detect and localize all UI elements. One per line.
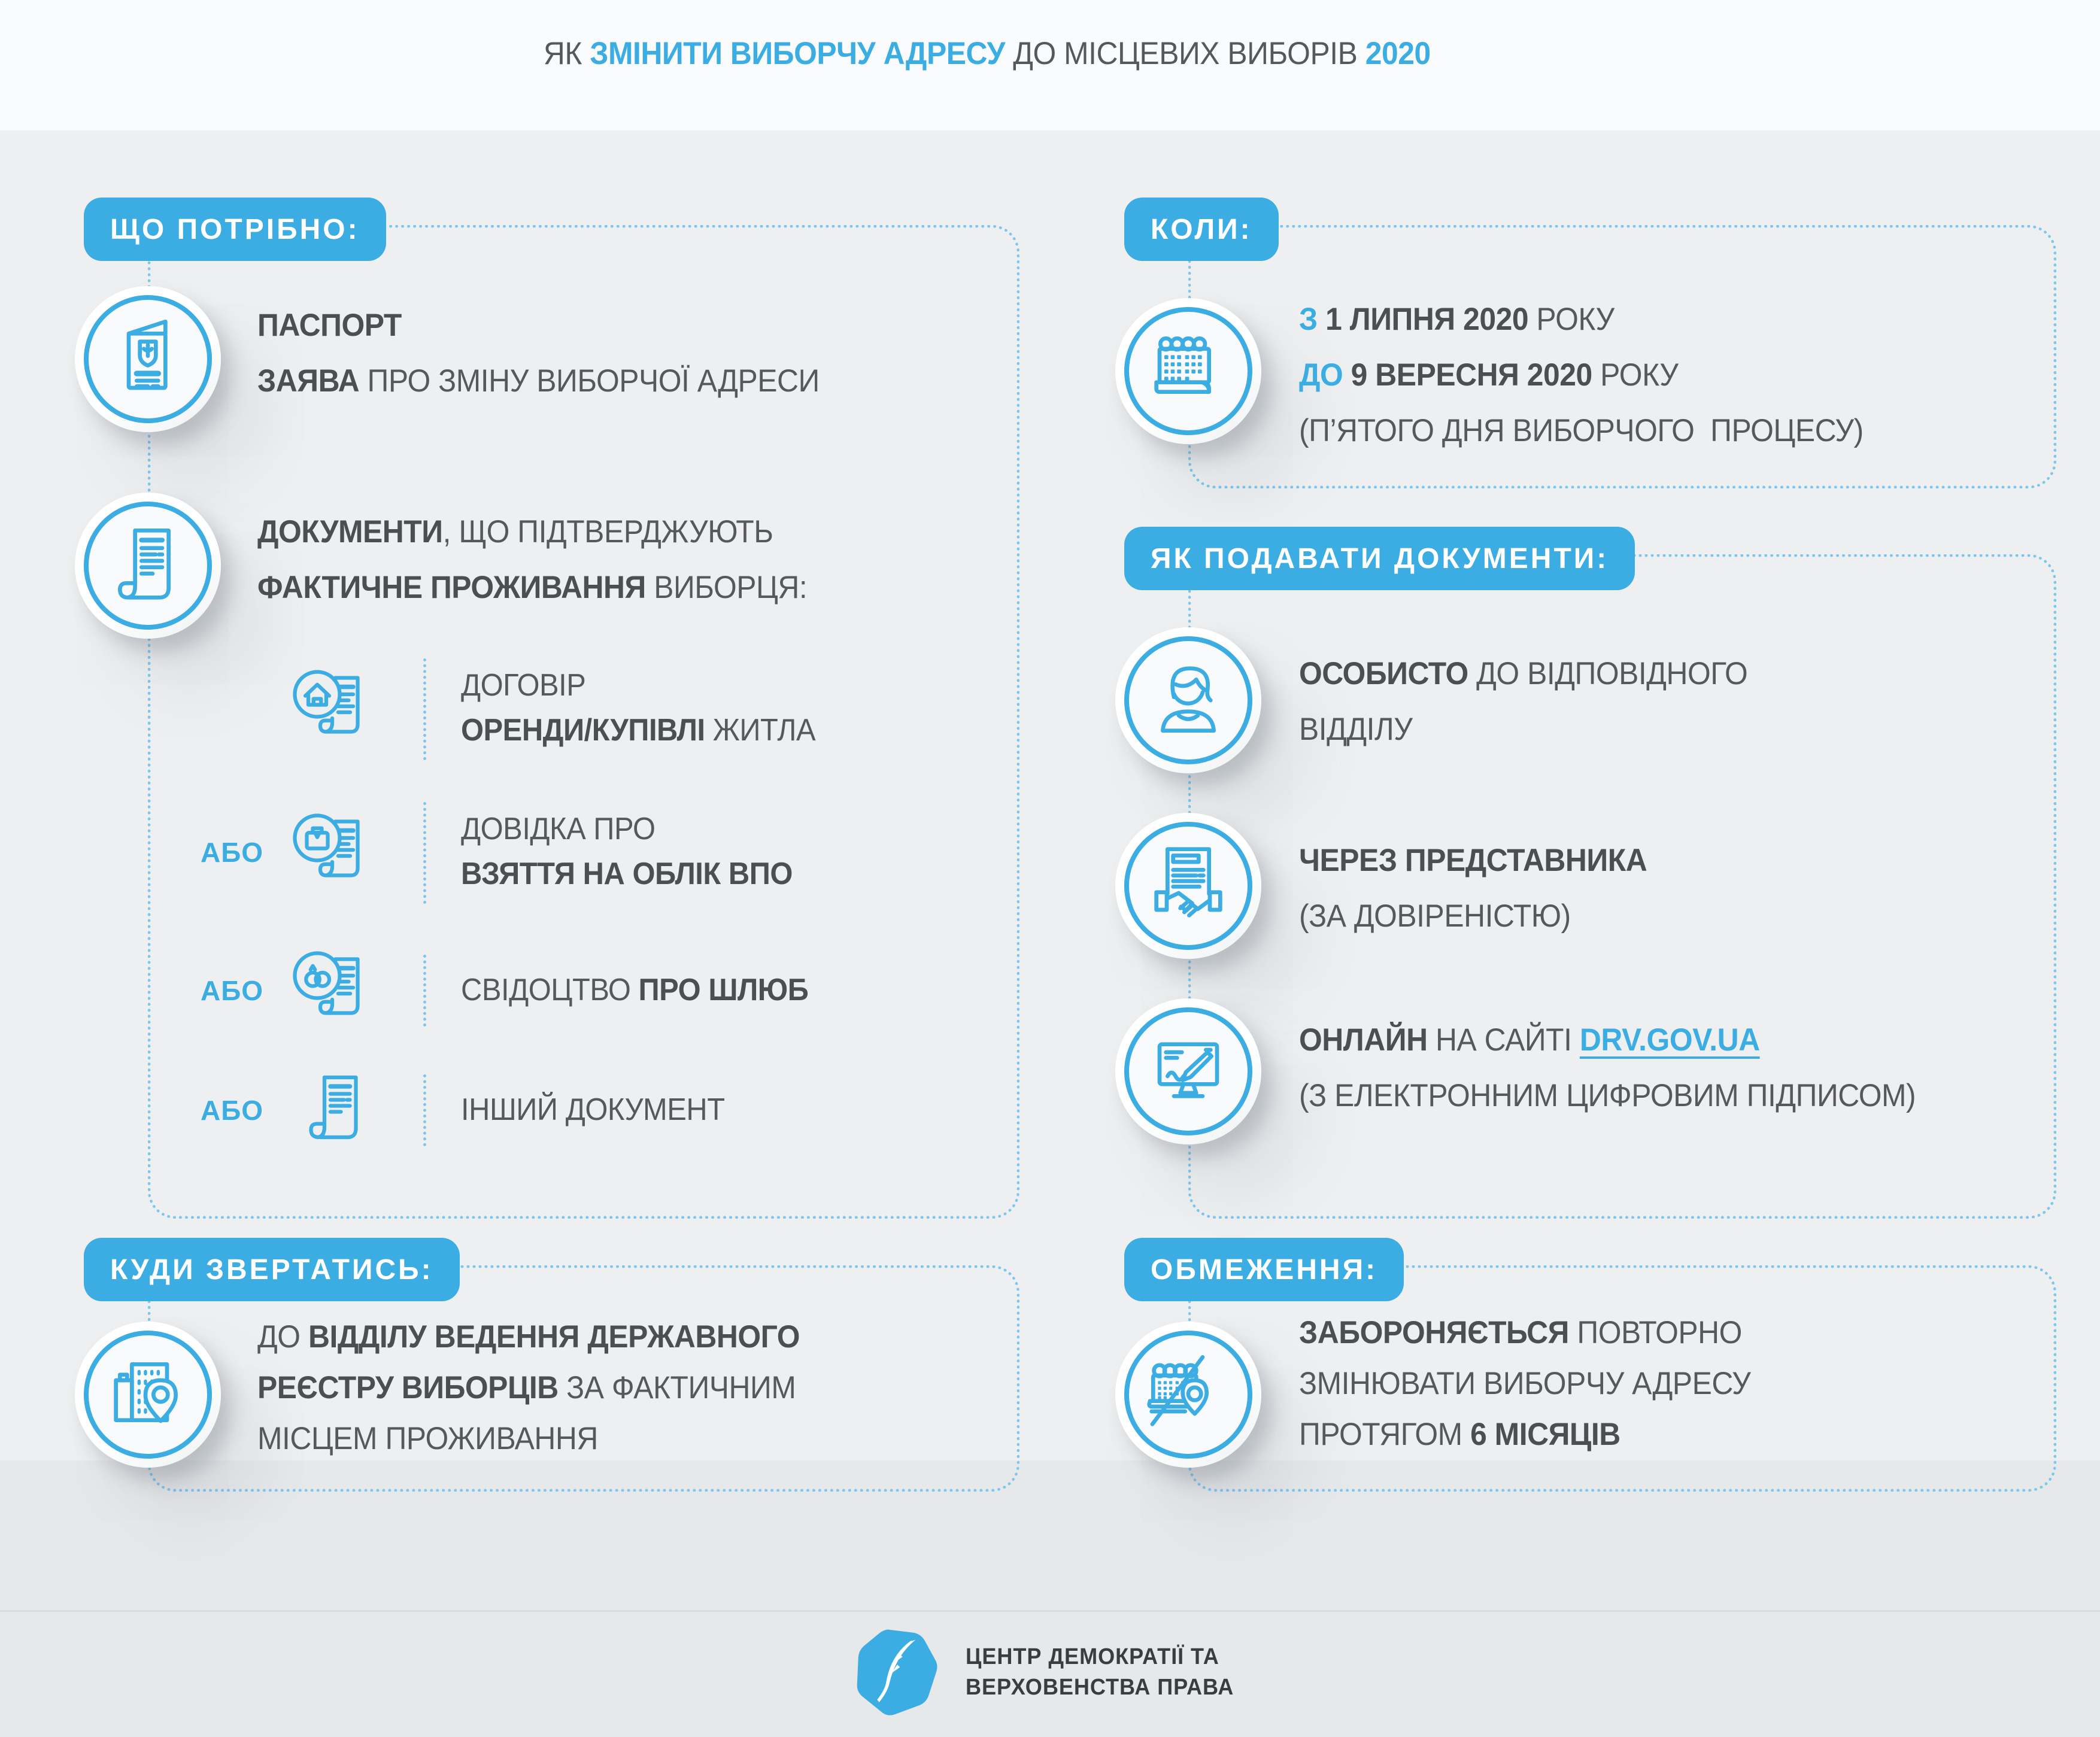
document-icon	[295, 1065, 384, 1158]
badge-where-to-apply: КУДИ ЗВЕРТАТИСЬ:	[84, 1238, 460, 1301]
text-segment: ЯК	[543, 36, 590, 71]
restrictions-text	[1299, 1308, 1750, 1460]
footer-divider	[0, 1610, 2100, 1612]
text-segment: ЗМІНИТИ ВИБОРЧУ АДРЕСУ	[590, 36, 1005, 71]
abo-label-1: АБО	[201, 837, 264, 868]
building-pin-icon	[100, 1347, 196, 1443]
text-segment: ПОВТОРНО	[1568, 1315, 1742, 1350]
alt-idp-text	[461, 807, 793, 897]
text-segment: ПАСПОРТ	[257, 308, 402, 343]
feather-logo-icon	[852, 1627, 943, 1718]
abo-label-2: АБО	[201, 975, 264, 1006]
text-segment: 9 ВЕРЕСНЯ 2020	[1351, 357, 1592, 393]
text-segment: ДО	[257, 1319, 308, 1355]
icon-circle-person	[1115, 627, 1261, 773]
text-segment: ОСОБИСТО	[1299, 656, 1468, 691]
drv-gov-ua-link[interactable]: DRV.GOV.UA	[1579, 1022, 1760, 1058]
dotted-separator	[423, 658, 426, 760]
text-segment: ВІДДІЛУ ВЕДЕННЯ ДЕРЖАВНОГО	[308, 1319, 800, 1355]
submit-in-person-text	[1299, 646, 1747, 758]
scroll-document-icon	[100, 518, 196, 614]
text-segment: ДО ВІДПОВІДНОГО	[1468, 656, 1748, 691]
icon-circle-passport	[75, 286, 221, 432]
text-segment: ВІДДІЛУ	[1299, 711, 1413, 747]
item-documents-text	[257, 505, 807, 616]
text-segment: ЗА ФАКТИЧНИМ	[558, 1369, 796, 1405]
text-segment: ІНШИЙ ДОКУМЕНТ	[461, 1092, 725, 1127]
when-text	[1299, 292, 1864, 458]
text-segment: ОНЛАЙН	[1299, 1022, 1428, 1058]
badge-restrictions: ОБМЕЖЕННЯ:	[1124, 1238, 1404, 1301]
badge-how-to-submit: ЯК ПОДАВАТИ ДОКУМЕНТИ:	[1124, 527, 1635, 590]
alt-lease-text	[461, 663, 815, 754]
text-segment: ОРЕНДИ/КУПІВЛІ	[461, 713, 705, 748]
text-segment: ПРО ШЛЮБ	[638, 973, 809, 1007]
icon-circle-calendar	[1115, 298, 1261, 444]
footer-org-line1: ЦЕНТР ДЕМОКРАТІЇ ТА	[966, 1644, 1219, 1669]
dotted-separator	[423, 802, 426, 904]
text-segment: ЧЕРЕЗ ПРЕДСТАВНИКА	[1299, 843, 1647, 878]
text-segment: 6 МІСЯЦІВ	[1470, 1416, 1620, 1452]
badge-what-needed: ЩО ПОТРІБНО:	[84, 198, 386, 261]
text-segment: ДОВІДКА ПРО	[461, 812, 656, 846]
badge-when: КОЛИ:	[1124, 198, 1279, 261]
rings-document-icon	[287, 946, 377, 1038]
text-segment: ВЗЯТТЯ НА ОБЛІК ВПО	[461, 857, 793, 892]
text-segment: СВІДОЦТВО	[461, 973, 639, 1007]
text-segment: (П’ЯТОГО ДНЯ ВИБОРЧОГО ПРОЦЕСУ)	[1299, 412, 1864, 448]
icon-circle-documents	[75, 493, 221, 639]
text-segment: З	[1299, 302, 1326, 337]
text-segment: МІСЦЕМ ПРОЖИВАННЯ	[257, 1420, 598, 1456]
handshake-document-icon	[1140, 838, 1236, 934]
text-segment: ЖИТЛА	[705, 713, 816, 748]
footer-org-name	[966, 1642, 1234, 1703]
icon-circle-online	[1115, 998, 1261, 1144]
monitor-pen-icon	[1140, 1024, 1236, 1119]
text-segment: (З ЕЛЕКТРОННИМ ЦИФРОВИМ ПІДПИСОМ)	[1299, 1077, 1916, 1113]
text-segment: ДО МІСЦЕВИХ ВИБОРІВ	[1005, 36, 1365, 71]
crossed-calendar-pin-icon	[1140, 1347, 1236, 1443]
briefcase-document-icon	[287, 808, 377, 901]
footer-logo-group	[0, 1627, 2100, 1718]
text-segment: ЗМІНЮВАТИ ВИБОРЧУ АДРЕСУ	[1299, 1365, 1751, 1401]
text-segment: РОКУ	[1592, 357, 1679, 393]
item-passport-text	[257, 298, 820, 409]
text-segment: НА САЙТІ	[1427, 1022, 1580, 1058]
text-segment: ДОГОВІР	[461, 668, 586, 703]
calendar-icon	[1140, 323, 1236, 419]
text-segment: ДО	[1299, 357, 1351, 393]
page-title	[0, 26, 1974, 82]
dotted-separator	[423, 955, 426, 1027]
icon-circle-building	[75, 1322, 221, 1468]
text-segment: , ЩО ПІДТВЕРДЖУЮТЬ	[442, 514, 773, 549]
text-segment: РЕЄСТРУ ВИБОРЦІВ	[257, 1369, 559, 1405]
person-icon	[1140, 652, 1236, 748]
text-segment: ЗАБОРОНЯЄТЬСЯ	[1299, 1315, 1569, 1350]
submit-online-text	[1299, 1013, 1916, 1124]
text-segment: ЗАЯВА	[257, 363, 360, 399]
house-document-icon	[287, 664, 377, 757]
text-segment: ВИБОРЦЯ:	[645, 569, 808, 605]
abo-label-3: АБО	[201, 1095, 264, 1126]
dotted-separator	[423, 1074, 426, 1146]
alt-marriage-text	[461, 968, 808, 1013]
text-segment: ДОКУМЕНТИ	[257, 514, 443, 549]
text-segment: ПРОТЯГОМ	[1299, 1416, 1471, 1452]
passport-icon	[100, 311, 196, 407]
icon-circle-handshake	[1115, 813, 1261, 959]
where-to-apply-text	[257, 1312, 800, 1464]
text-segment: РОКУ	[1528, 302, 1615, 337]
footer-org-line2: ВЕРХОВЕНСТВА ПРАВА	[966, 1675, 1234, 1700]
icon-circle-restriction	[1115, 1322, 1261, 1468]
text-segment: (ЗА ДОВІРЕНІСТЮ)	[1299, 898, 1571, 934]
submit-via-representative-text	[1299, 833, 1647, 945]
alt-other-text	[461, 1088, 725, 1132]
text-segment: 1 ЛИПНЯ 2020	[1325, 302, 1529, 337]
text-segment: ПРО ЗМІНУ ВИБОРЧОЇ АДРЕСИ	[359, 363, 820, 399]
text-segment: 2020	[1365, 36, 1431, 71]
text-segment: ФАКТИЧНЕ ПРОЖИВАННЯ	[257, 569, 646, 605]
